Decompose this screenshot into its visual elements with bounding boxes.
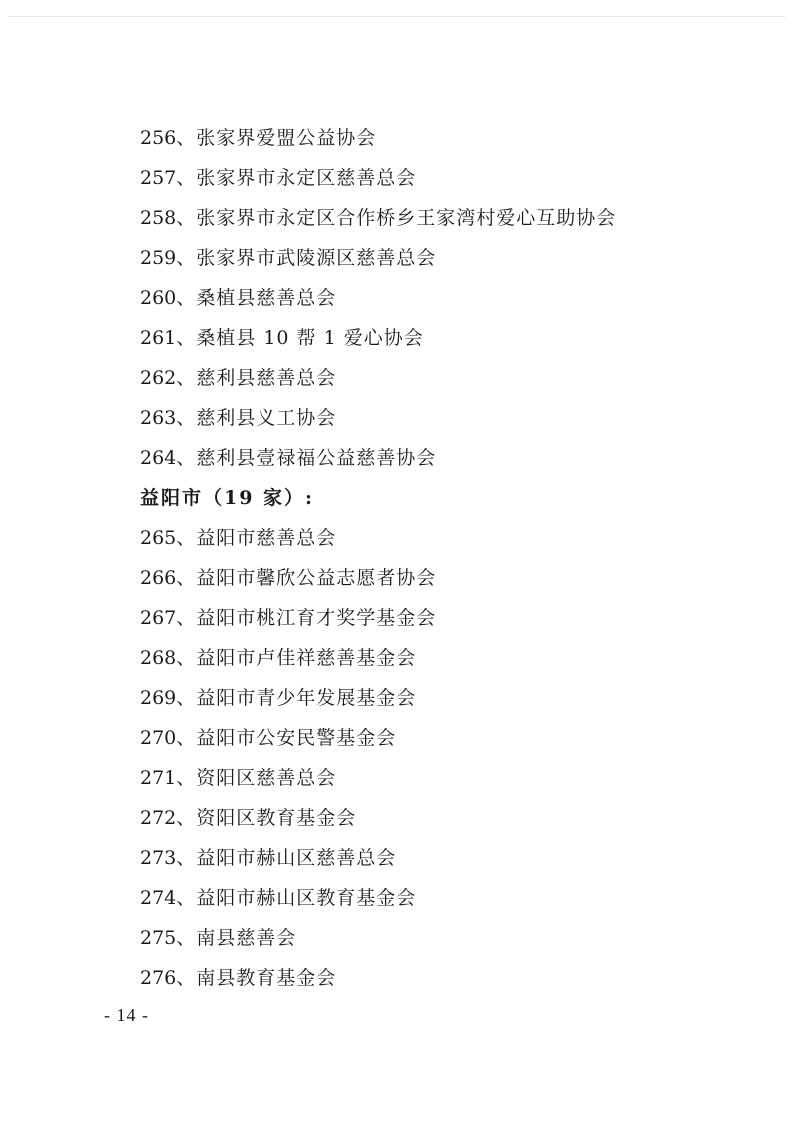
list-item: 273、益阳市赫山区慈善总会 [140, 847, 397, 869]
list-item: 256、张家界爱盟公益协会 [140, 127, 377, 149]
list-item: 266、益阳市馨欣公益志愿者协会 [140, 567, 437, 589]
page-number: - 14 - [104, 1005, 149, 1025]
list-item: 262、慈利县慈善总会 [140, 367, 337, 389]
list-item: 258、张家界市永定区合作桥乡王家湾村爱心互助协会 [140, 207, 617, 229]
list-item: 264、慈利县壹禄福公益慈善协会 [140, 447, 437, 469]
list-item: 265、益阳市慈善总会 [140, 527, 337, 549]
list-item: 275、南县慈善会 [140, 927, 297, 949]
list-item: 271、资阳区慈善总会 [140, 767, 337, 789]
list-item: 257、张家界市永定区慈善总会 [140, 167, 417, 189]
list-item: 268、益阳市卢佳祥慈善基金会 [140, 647, 417, 669]
section-heading: 益阳市（19 家）: [140, 487, 315, 509]
list-item: 263、慈利县义工协会 [140, 407, 337, 429]
list-item: 260、桑植县慈善总会 [140, 287, 337, 309]
list-item: 270、益阳市公安民警基金会 [140, 727, 397, 749]
list-item: 276、南县教育基金会 [140, 967, 337, 989]
list-item: 259、张家界市武陵源区慈善总会 [140, 247, 437, 269]
list-item: 267、益阳市桃江育才奖学基金会 [140, 607, 437, 629]
organization-list [140, 118, 760, 998]
top-scan-line [8, 16, 785, 17]
list-item: 272、资阳区教育基金会 [140, 807, 357, 829]
list-item: 274、益阳市赫山区教育基金会 [140, 887, 417, 909]
list-item: 269、益阳市青少年发展基金会 [140, 687, 417, 709]
list-item: 261、桑植县 10 帮 1 爱心协会 [140, 327, 424, 349]
